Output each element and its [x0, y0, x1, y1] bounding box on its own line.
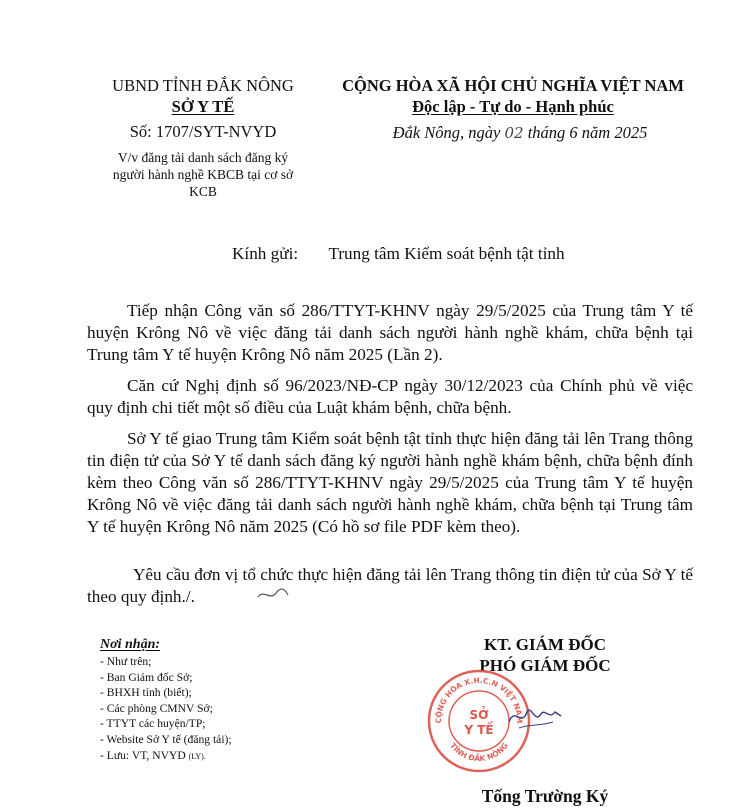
paragraph-2: [87, 375, 693, 419]
subject-line: [88, 149, 318, 200]
date-suffix: tháng 6 năm 2025: [527, 123, 648, 142]
stamp-center-2: Y TẾ: [464, 723, 494, 737]
date-day: 02: [504, 124, 524, 142]
salutation: [232, 244, 565, 264]
signature-line-1: KT. GIÁM ĐỐC: [484, 635, 606, 654]
nation-title: CỘNG HÒA XÃ HỘI CHỦ NGHĨA VIỆT NAM: [342, 76, 684, 95]
recipient-item: - Lưu: VT, NVYD: [100, 748, 186, 762]
signer-name: Tống Trường Ký: [481, 786, 609, 806]
subject-line-1: V/v đăng tải danh sách đăng ký: [117, 150, 289, 165]
recipient-item: - BHXH tỉnh (biết);: [100, 686, 192, 700]
recipient-item: - Các phòng CMNV Sở;: [100, 701, 213, 715]
recipient-initials: (LY).: [188, 751, 206, 761]
paragraph-4-text: Yêu cầu đơn vị tổ chức thực hiện đăng tải lên Trang thông tin điện tử của Sở Y tế theo quy định./.: [87, 565, 693, 606]
paragraph-1: [87, 300, 693, 366]
dept-name: SỞ Y TẾ: [171, 97, 235, 116]
header-right: [318, 76, 708, 144]
salutation-label: Kính gửi:: [232, 244, 299, 263]
paragraph-1-text: Tiếp nhận Công văn số 286/TTYT-KHNV ngày 29/5/2025 của Trung tâm Y tế huyện Krông Nô về việc đăng tải danh sách người hành nghề khám, chữa bệnh tại Trung tâm Y tế huyện Krông Nô năm 2025 (Lần 2).: [87, 301, 693, 364]
date-prefix: Đắk Nông, ngày: [392, 123, 501, 142]
motto: Độc lập - Tự do - Hạnh phúc: [412, 97, 614, 116]
stamp-center-1: SỞ: [469, 708, 489, 722]
stamp-ring-top: CỘNG HÒA X.H.C.N VIỆT NAM: [433, 675, 525, 724]
date-line: [318, 122, 708, 144]
recipient-item: - TTYT các huyện/TP;: [100, 717, 206, 731]
document-number: Số: 1707/SYT-NVYD: [129, 122, 277, 141]
paragraph-3: [87, 428, 693, 538]
initial-mark: [256, 585, 290, 603]
paragraph-3-text: Sở Y tế giao Trung tâm Kiểm soát bệnh tật tỉnh thực hiện đăng tải lên Trang thông tin điện tử của Sở Y tế danh sách đăng ký người hành nghề khám bệnh, chữa bệnh đính kèm theo Công văn số 286/TTYT-KHNV ngày 29/5/2025 của Trung tâm Y tế huyện Krông Nô về việc đăng tải danh sách người hành nghề khám, chữa bệnh tại Trung tâm Y tế huyện Krông Nô năm 2025 (Có hồ sơ file PDF kèm theo).: [87, 429, 693, 536]
recipient-item: - Như trên;: [100, 655, 152, 668]
svg-text:TỈNH ĐẮK NÔNG: [448, 741, 510, 763]
paragraph-2-text: Căn cứ Nghị định số 96/2023/NĐ-CP ngày 30/12/2023 của Chính phủ về việc quy định chi tiết một số điều của Luật khám bệnh, chữa bệnh.: [87, 376, 693, 417]
header-left: [88, 76, 318, 200]
recipients-title: Nơi nhận:: [100, 637, 161, 652]
recipient-item: - Website Sở Y tế (đăng tải);: [100, 732, 232, 746]
paragraph-4: [87, 564, 693, 608]
stamp-ring-bottom: TỈNH ĐẮK NÔNG: [448, 741, 510, 764]
recipients-block: [100, 636, 232, 764]
salutation-recipient: Trung tâm Kiểm soát bệnh tật tỉnh: [328, 244, 565, 263]
recipient-item: - Ban Giám đốc Sở;: [100, 670, 193, 684]
org-name: UBND TỈNH ĐẮK NÔNG: [112, 76, 294, 95]
handwritten-signature: [505, 698, 565, 734]
recipient-item-last: [100, 748, 232, 765]
subject-line-2: người hành nghề KBCB tại cơ sở: [112, 167, 294, 182]
signature-line-2: PHÓ GIÁM ĐỐC: [479, 656, 611, 675]
subject-line-3: KCB: [189, 184, 217, 199]
